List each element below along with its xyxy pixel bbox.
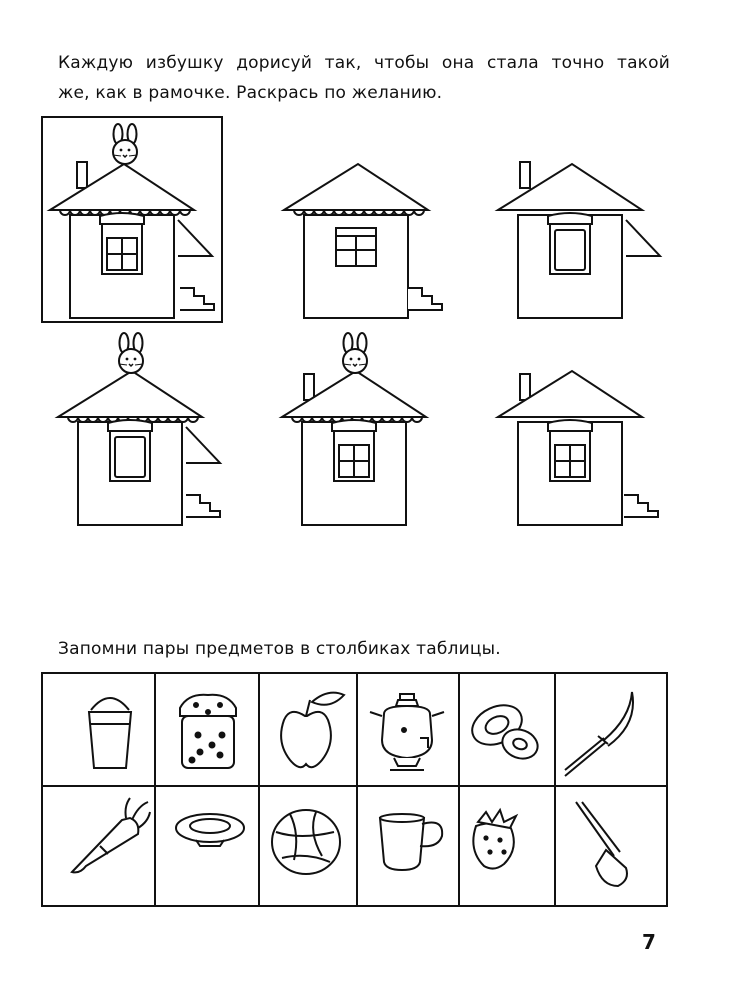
bucket-icon: [89, 698, 131, 768]
hut-3: [498, 162, 660, 318]
pairs-table: [42, 673, 667, 906]
hut-reference: [50, 124, 214, 318]
hut-2: [284, 164, 442, 318]
samovar-icon: [370, 694, 444, 770]
shovel-icon: [576, 802, 627, 886]
jar-icon: [180, 695, 236, 768]
task1-instruction-line1: Каждую избушку дорисуй так, чтобы она стала точно такой: [58, 53, 670, 73]
pretzels-icon: [466, 698, 542, 764]
hut-6: [498, 371, 658, 525]
sickle-icon: [565, 692, 633, 776]
task1-instruction-line2: же, как в рамочке. Раскрась по желанию.: [58, 83, 443, 103]
cup-icon: [380, 814, 442, 870]
carrot-icon: [72, 798, 150, 872]
cabbage-icon: [272, 810, 340, 874]
apple-icon: [281, 693, 344, 768]
plate-icon: [176, 814, 244, 846]
task2-instruction: Запомни пары предметов в столбиках таблицы.: [58, 639, 501, 659]
hut-4: [58, 333, 220, 525]
hut-5: [282, 333, 426, 525]
strawberry-icon: [473, 810, 516, 869]
page-number: 7: [642, 930, 656, 954]
